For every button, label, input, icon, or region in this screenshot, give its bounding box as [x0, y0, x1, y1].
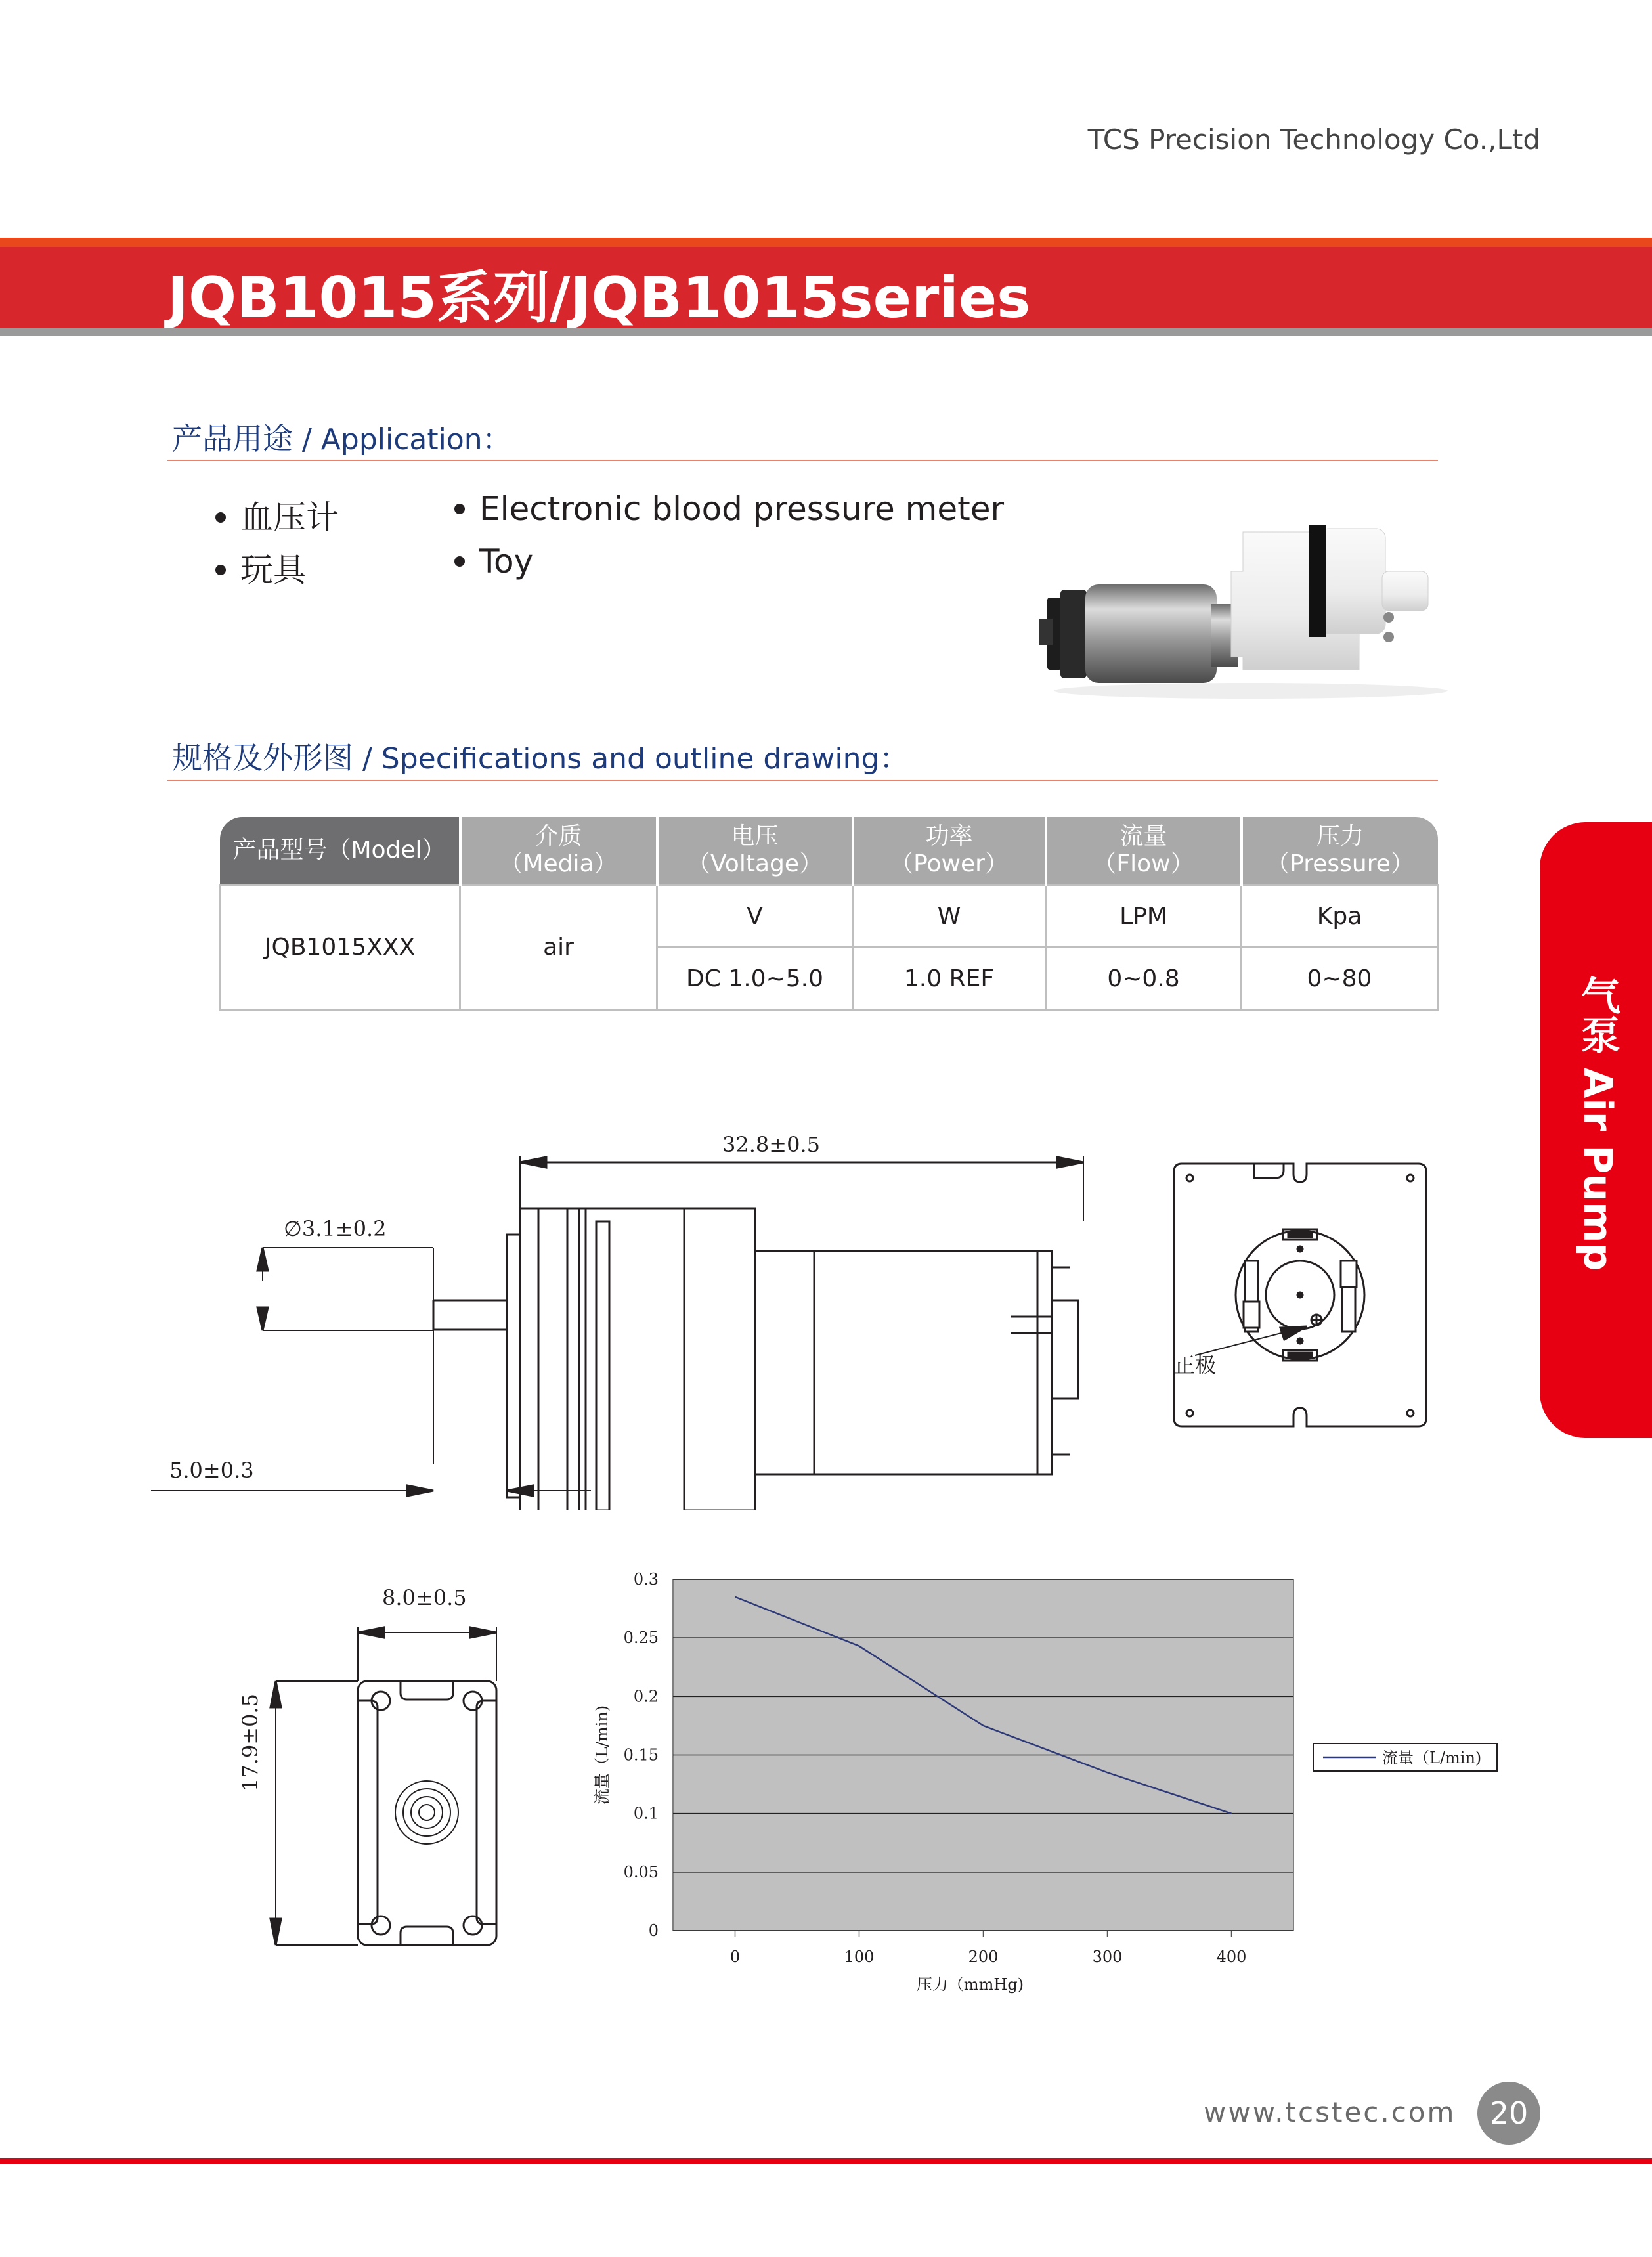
specs-heading-en: / Specifications and outline drawing：: [362, 742, 909, 776]
bullet-icon: [215, 512, 226, 523]
width-dimension: 8.0±0.5: [382, 1585, 467, 1610]
footer-rule: [0, 2158, 1652, 2164]
specs-heading-cn: 规格及外形图: [172, 740, 353, 776]
footer-url[interactable]: www.tcstec.com: [1204, 2096, 1456, 2128]
data-point: [983, 1725, 984, 1726]
air-pump-photo: [1034, 506, 1454, 703]
table-row: [220, 885, 1438, 948]
y-tick-label: 0.3: [633, 1570, 659, 1589]
application-heading: [172, 415, 511, 458]
page-title: JQB1015系列/JQB1015series: [167, 265, 1031, 331]
column-header-flow: 流量 （Flow）: [1046, 817, 1242, 885]
table-header-row: [220, 817, 1438, 885]
application-heading-en: / Application：: [302, 423, 511, 456]
top-view-drawing: [250, 1602, 525, 1957]
data-point: [1231, 1813, 1232, 1814]
company-name: TCS Precision Technology Co.,Ltd: [1087, 123, 1540, 156]
application-item: Electronic blood pressure meter: [454, 490, 1004, 528]
application-heading-cn: 产品用途: [172, 421, 293, 456]
section-divider: [167, 460, 1438, 461]
application-item: 血压计: [215, 491, 339, 538]
page-number: 20: [1477, 2082, 1540, 2145]
data-point: [1107, 1772, 1108, 1773]
model-cell: JQB1015XXX: [220, 885, 460, 1010]
y-tick-label: 0.2: [633, 1687, 659, 1706]
positive-terminal-label: 正极: [1174, 1353, 1217, 1378]
side-view-drawing: [144, 1116, 1129, 1510]
end-view-drawing: [1169, 1156, 1445, 1432]
x-tick-label: 300: [1092, 1948, 1123, 1966]
x-tick-label: 0: [729, 1948, 741, 1966]
y-tick-label: 0.25: [623, 1629, 659, 1648]
value-cell: 0~80: [1242, 948, 1438, 1010]
column-header-voltage: 电压 （Voltage）: [657, 817, 853, 885]
unit-cell: W: [853, 885, 1046, 948]
y-axis-label: 流量（L/min): [593, 1705, 611, 1805]
diameter-dimension: ∅3.1±0.2: [284, 1216, 387, 1241]
value-cell: 0~0.8: [1046, 948, 1242, 1010]
specs-heading: [172, 734, 908, 778]
y-tick-label: 0.15: [623, 1745, 659, 1764]
unit-cell: Kpa: [1242, 885, 1438, 948]
column-header-pressure: 压力 （Pressure）: [1242, 817, 1438, 885]
legend-label: 流量（L/min): [1382, 1749, 1482, 1767]
x-tick-label: 100: [844, 1948, 875, 1966]
column-header-power: 功率 （Power）: [853, 817, 1046, 885]
length-dimension: 32.8±0.5: [722, 1132, 820, 1157]
x-tick-label: 200: [968, 1948, 999, 1966]
flow-pressure-chart: [578, 1563, 1517, 2009]
value-cell: DC 1.0~5.0: [657, 948, 853, 1010]
nozzle-dimension: 5.0±0.3: [169, 1458, 254, 1483]
bullet-icon: [454, 504, 465, 514]
section-divider: [167, 780, 1438, 781]
banner-accent: [0, 238, 1652, 247]
value-cell: 1.0 REF: [853, 948, 1046, 1010]
y-tick-label: 0.1: [633, 1804, 659, 1823]
spec-table: [219, 817, 1439, 1011]
x-axis-label: 压力（mmHg): [916, 1975, 1024, 1994]
bullet-icon: [215, 565, 226, 575]
y-tick-label: 0.05: [623, 1862, 659, 1881]
x-tick-label: 400: [1216, 1948, 1247, 1966]
unit-cell: LPM: [1046, 885, 1242, 948]
unit-cell: V: [657, 885, 853, 948]
y-tick-label: 0: [648, 1921, 659, 1940]
side-category-label: 气泵 Air Pump: [1575, 975, 1620, 1271]
application-item: Toy: [454, 542, 533, 581]
height-dimension: 17.9±0.5: [238, 1694, 263, 1791]
column-header-model: 产品型号（Model）: [220, 817, 460, 885]
bullet-icon: [454, 556, 465, 567]
column-header-media: 介质 （Media）: [460, 817, 657, 885]
media-cell: air: [460, 885, 657, 1010]
application-item: 玩具: [215, 544, 306, 591]
